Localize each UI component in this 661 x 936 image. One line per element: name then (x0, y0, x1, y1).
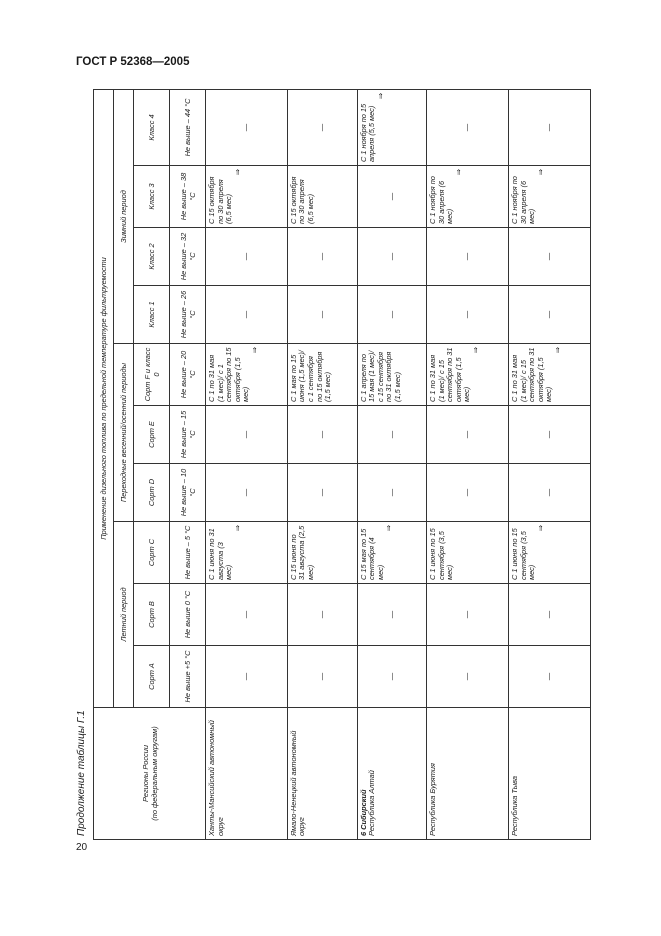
page-number: 20 (76, 842, 88, 853)
arrow-icon: ⇒ (552, 347, 562, 354)
period-cell (287, 344, 357, 406)
period-text: — (386, 310, 396, 319)
period-cell (509, 344, 591, 406)
main-header: Применение дизельного топлива по предельной температуре фильтруемости (94, 89, 114, 707)
region-cell (206, 708, 288, 840)
period-cell (206, 166, 288, 228)
period-cell (287, 522, 357, 584)
temperature-header: Не выше +5 °С (170, 646, 206, 708)
arrow-icon: ⇒ (232, 525, 242, 532)
period-cell (509, 584, 591, 646)
period-cell (287, 406, 357, 464)
period-cell (357, 344, 427, 406)
summer-period-header: Летний период (114, 522, 134, 708)
period-cell (287, 584, 357, 646)
period-text: — (462, 310, 472, 319)
temperature-header: Не выше 0 °С (170, 584, 206, 646)
table-row (509, 89, 591, 839)
winter-period-header: Зимний период (114, 89, 134, 343)
period-text: — (544, 488, 554, 497)
period-text: — (241, 672, 251, 681)
period-cell (509, 286, 591, 344)
period-text: — (462, 672, 472, 681)
period-cell (357, 522, 427, 584)
period-text: — (316, 252, 326, 261)
region-cell (357, 708, 427, 840)
temperature-header: Не выше – 20 °С (170, 344, 206, 406)
region-cell (287, 708, 357, 840)
table-row (287, 89, 357, 839)
period-text: С 1 по 31 мая (1 мес)/ с 1 сентября по 15 октября (1,5 мес) (207, 347, 251, 402)
period-cell (357, 464, 427, 522)
grade-header: Класс 3 (134, 166, 170, 228)
period-text: — (544, 430, 554, 439)
period-cell (287, 286, 357, 344)
period-text: — (241, 123, 251, 132)
region-cell (509, 708, 591, 840)
period-text: С 1 июня по 15 сентября (3,5 мес) (428, 528, 455, 580)
period-cell (427, 464, 509, 522)
period-text: С 1 июня по 31 августа (3 мес) (207, 528, 234, 580)
period-cell (427, 344, 509, 406)
temperature-header: Не выше – 5 °С (170, 522, 206, 584)
period-text: С 15 мая по 15 сентября (4 мес) (358, 528, 385, 580)
period-text: С 1 ноября по 30 апреля (6 мес) (428, 176, 455, 224)
grade-header: Сорт F и класс 0 (134, 344, 170, 406)
temperature-header: Не выше – 15 °С (170, 406, 206, 464)
period-cell (206, 522, 288, 584)
period-cell (509, 522, 591, 584)
region-name: Ямало-Ненецкий автономный округ (288, 730, 307, 836)
period-cell (427, 286, 509, 344)
grade-header: Сорт В (134, 584, 170, 646)
period-cell (509, 464, 591, 522)
arrow-icon: ⇒ (384, 525, 394, 532)
period-cell (509, 646, 591, 708)
arrow-icon: ⇒ (453, 169, 463, 176)
temperature-header: Не выше – 44 °С (170, 89, 206, 165)
period-text: — (544, 610, 554, 619)
period-cell (509, 89, 591, 165)
period-cell (357, 646, 427, 708)
period-cell (357, 89, 427, 165)
region-name: Республика Бурятия (428, 763, 438, 836)
period-text: — (316, 610, 326, 619)
period-text: С 1 апреля по 15 мая (1 мес)/ с 15 сентября по 31 октября (1,5 мес) (358, 350, 402, 402)
period-text: — (386, 610, 396, 619)
period-text: — (241, 488, 251, 497)
arrow-icon: ⇒ (535, 169, 545, 176)
period-text: С 1 ноября по 15 апреля (5,5 мес) (358, 103, 377, 162)
region-cell (427, 708, 509, 840)
period-cell (287, 228, 357, 286)
period-cell (206, 228, 288, 286)
period-text: С 1 по 31 мая (1 мес)/ с 15 сентября по 31 октября (1,5 мес) (510, 347, 554, 402)
period-text: — (544, 672, 554, 681)
grade-header: Сорт Е (134, 406, 170, 464)
period-text: — (462, 610, 472, 619)
period-cell (427, 646, 509, 708)
period-text: — (386, 672, 396, 681)
period-cell (357, 406, 427, 464)
period-text: С 15 октября по 30 апреля (6,5 мес) (288, 176, 315, 224)
period-text: — (544, 252, 554, 261)
region-name: Республика Алтай (367, 770, 377, 836)
period-text: — (386, 252, 396, 261)
table-row (206, 89, 288, 839)
period-text: С 1 мая по 15 июня (1,5 мес)/ с 1 сентября по 15 октября (1,5 мес) (288, 350, 333, 402)
period-cell (427, 406, 509, 464)
period-cell (206, 286, 288, 344)
period-cell (287, 166, 357, 228)
region-name: Республика Тыва (510, 776, 519, 836)
transition-period-header: Переходные весенний/осенний периоды (114, 344, 134, 522)
rotated-table-container (93, 90, 591, 840)
continuation-caption: Продолжение таблицы Г.1 (76, 710, 87, 836)
period-text: — (316, 310, 326, 319)
arrow-icon: ⇒ (375, 92, 385, 100)
period-text: — (462, 488, 472, 497)
temperature-header: Не выше – 26 °С (170, 286, 206, 344)
period-text: С 1 ноября по 30 апреля (6 мес) (510, 176, 537, 224)
period-cell (509, 228, 591, 286)
temperature-header: Не выше – 32 °С (170, 228, 206, 286)
period-text: — (462, 123, 472, 132)
period-text: С 15 октября по 30 апреля (6,5 мес) (207, 176, 234, 224)
period-cell (206, 89, 288, 165)
arrow-icon: ⇒ (470, 347, 480, 354)
arrow-icon: ⇒ (249, 347, 259, 354)
grade-header: Сорт D (134, 464, 170, 522)
period-cell (206, 406, 288, 464)
period-text: — (316, 488, 326, 497)
temperature-header: Не выше – 10 °С (170, 464, 206, 522)
table-row (357, 89, 427, 839)
period-text: С 1 по 31 мая (1 мес)/ с 15 сентября по 31 октября (1,5 мес) (428, 347, 472, 402)
period-text: — (386, 192, 396, 201)
grade-header: Класс 2 (134, 228, 170, 286)
period-cell (287, 464, 357, 522)
period-text: С 1 июня по 15 сентября (3,5 мес) (510, 528, 537, 580)
period-cell (427, 584, 509, 646)
table-frame (93, 90, 591, 840)
fuel-table (93, 89, 591, 840)
period-text: — (241, 310, 251, 319)
period-cell (357, 166, 427, 228)
table-row (427, 89, 509, 839)
period-text: — (316, 123, 326, 132)
period-cell (427, 89, 509, 165)
grade-header: Сорт С (134, 522, 170, 584)
period-text: — (386, 488, 396, 497)
period-cell (287, 89, 357, 165)
district-name: 6 Сибирский (358, 789, 368, 836)
temperature-header: Не выше – 38 °С (170, 166, 206, 228)
period-cell (206, 584, 288, 646)
period-text: — (241, 430, 251, 439)
period-cell (206, 344, 288, 406)
grade-header: Класс 1 (134, 286, 170, 344)
period-cell (206, 464, 288, 522)
grade-header: Класс 4 (134, 89, 170, 165)
period-cell (427, 228, 509, 286)
period-cell (427, 522, 509, 584)
period-text: — (544, 123, 554, 132)
period-cell (427, 166, 509, 228)
period-cell (509, 406, 591, 464)
grade-header: Сорт А (134, 646, 170, 708)
period-cell (357, 584, 427, 646)
period-text: — (241, 252, 251, 261)
period-text: — (241, 610, 251, 619)
period-cell (206, 646, 288, 708)
region-name: Ханты-Мансийский автономный округ (207, 720, 225, 836)
arrow-icon: ⇒ (232, 169, 242, 176)
period-text: С 15 июня по 31 августа (2,5 мес) (288, 525, 315, 580)
period-cell (357, 286, 427, 344)
arrow-icon: ⇒ (535, 525, 545, 532)
region-column-header: Регионы России (по федеральным округам) (94, 708, 206, 840)
period-text: — (386, 430, 396, 439)
period-cell (509, 166, 591, 228)
period-text: — (462, 430, 472, 439)
period-text: — (316, 430, 326, 439)
period-cell (287, 646, 357, 708)
period-text: — (316, 672, 326, 681)
period-text: — (462, 252, 472, 261)
period-text: — (544, 310, 554, 319)
period-cell (357, 228, 427, 286)
document-header: ГОСТ Р 52368—2005 (76, 56, 190, 68)
